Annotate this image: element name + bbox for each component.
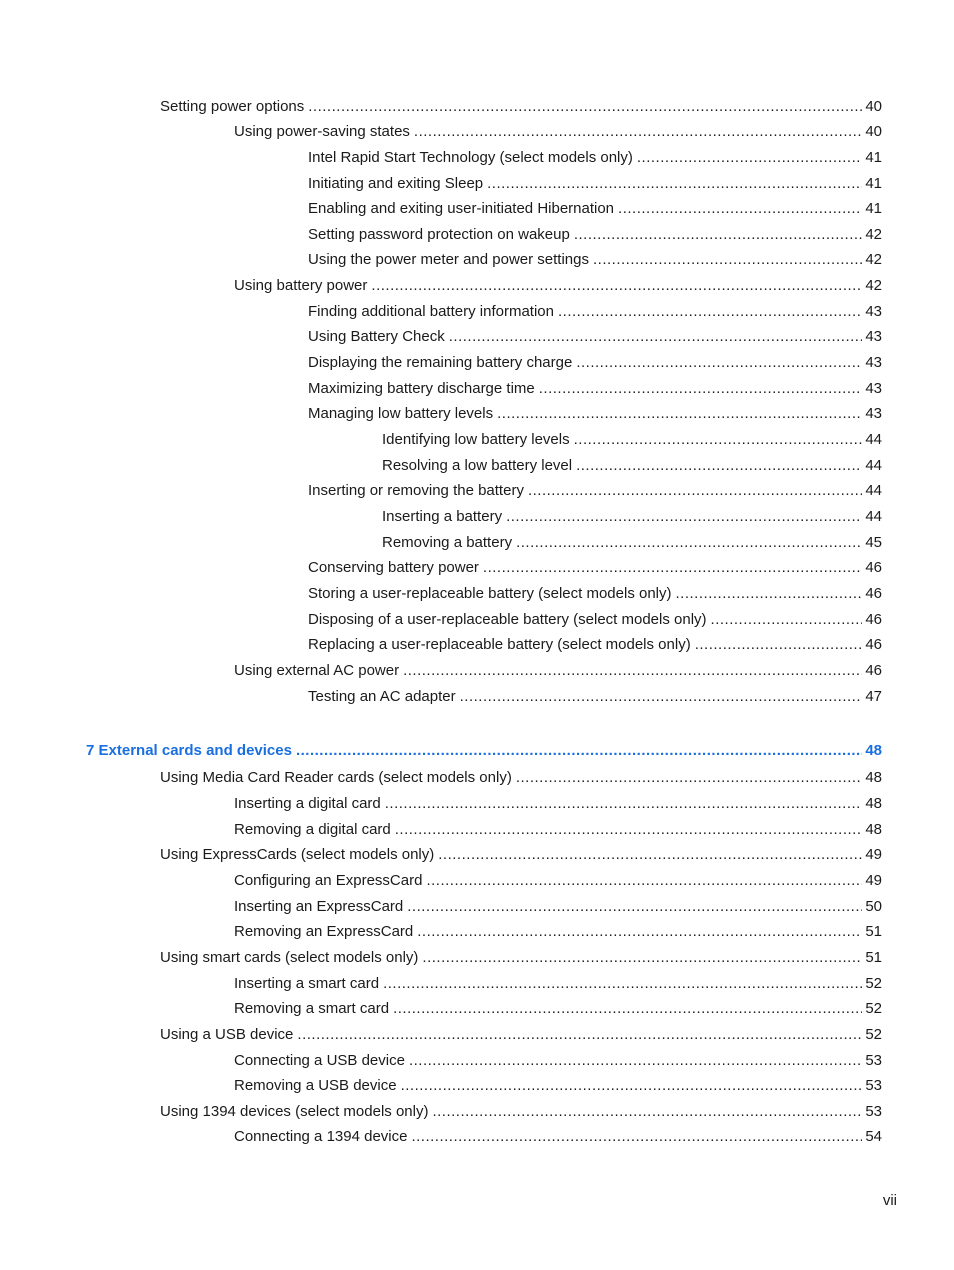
toc-entry-title: Conserving battery power xyxy=(308,559,479,576)
toc-dot-leader xyxy=(506,508,862,526)
toc-dot-leader xyxy=(593,251,862,269)
toc-entry-page: 45 xyxy=(865,534,882,551)
toc-entry-page: 48 xyxy=(865,821,882,838)
toc-entry-title: Inserting an ExpressCard xyxy=(234,898,404,915)
toc-dot-leader xyxy=(618,200,862,218)
toc-entry-title: Using smart cards (select models only) xyxy=(160,949,419,966)
toc-entry-title: Managing low battery levels xyxy=(308,405,494,422)
toc-entry-page: 41 xyxy=(865,175,882,192)
toc-entry[interactable] xyxy=(0,975,882,993)
toc-entry-page: 52 xyxy=(865,1000,882,1017)
toc-entry-title: Configuring an ExpressCard xyxy=(234,872,423,889)
toc-entry[interactable] xyxy=(0,636,882,654)
toc-entry-page: 43 xyxy=(865,328,882,345)
toc-entry[interactable] xyxy=(0,898,882,916)
toc-dot-leader xyxy=(296,742,862,760)
toc-entry-title: Identifying low battery levels xyxy=(382,431,570,448)
toc-chapter-entry[interactable] xyxy=(0,742,882,760)
toc-entry-title: Resolving a low battery level xyxy=(382,457,573,474)
toc-entry-page: 43 xyxy=(865,380,882,397)
toc-entry[interactable] xyxy=(0,688,882,706)
toc-dot-leader xyxy=(497,405,862,423)
toc-entry-title: Connecting a 1394 device xyxy=(234,1128,408,1145)
toc-entry[interactable] xyxy=(0,585,882,603)
toc-entry-title: Inserting a digital card xyxy=(234,795,381,812)
toc-entry[interactable] xyxy=(0,923,882,941)
toc-entry-page: 49 xyxy=(865,872,882,889)
toc-dot-leader xyxy=(539,380,863,398)
toc-entry-title: Setting password protection on wakeup xyxy=(308,226,570,243)
toc-entry[interactable] xyxy=(0,846,882,864)
toc-entry[interactable] xyxy=(0,457,882,475)
toc-dot-leader xyxy=(371,277,862,295)
toc-entry[interactable] xyxy=(0,277,882,295)
toc-entry-page: 44 xyxy=(865,457,882,474)
toc-entry-title: Setting power options xyxy=(160,98,305,115)
toc-dot-leader xyxy=(637,149,862,167)
toc-dot-leader xyxy=(414,123,862,141)
toc-entry-page: 52 xyxy=(865,1026,882,1043)
toc-dot-leader xyxy=(676,585,863,603)
toc-entry[interactable] xyxy=(0,611,882,629)
toc-dot-leader xyxy=(432,1103,862,1121)
toc-entry-title: Using ExpressCards (select models only) xyxy=(160,846,435,863)
toc-entry-page: 43 xyxy=(865,405,882,422)
toc-dot-leader xyxy=(487,175,862,193)
toc-entry-title: Inserting a smart card xyxy=(234,975,380,992)
toc-dot-leader xyxy=(393,1000,862,1018)
toc-entry[interactable] xyxy=(0,795,882,813)
toc-entry[interactable] xyxy=(0,949,882,967)
toc-entry[interactable] xyxy=(0,328,882,346)
toc-entry-page: 51 xyxy=(865,949,882,966)
toc-entry-title: Connecting a USB device xyxy=(234,1052,405,1069)
toc-dot-leader xyxy=(558,303,862,321)
toc-entry[interactable] xyxy=(0,149,882,167)
toc-entry-page: 41 xyxy=(865,149,882,166)
toc-entry-page: 42 xyxy=(865,277,882,294)
toc-entry-page: 44 xyxy=(865,482,882,499)
toc-entry[interactable] xyxy=(0,1000,882,1018)
toc-entry-title: Using Battery Check xyxy=(308,328,445,345)
toc-entry-page: 43 xyxy=(865,354,882,371)
toc-dot-leader xyxy=(422,949,862,967)
toc-entry-page: 52 xyxy=(865,975,882,992)
toc-dot-leader xyxy=(695,636,863,654)
toc-dot-leader xyxy=(297,1026,862,1044)
toc-entry-page: 48 xyxy=(865,795,882,812)
toc-entry-page: 53 xyxy=(865,1052,882,1069)
toc-entry[interactable] xyxy=(0,200,882,218)
toc-dot-leader xyxy=(516,769,863,787)
toc-entry-page: 43 xyxy=(865,303,882,320)
toc-entry[interactable] xyxy=(0,1026,882,1044)
toc-dot-leader xyxy=(308,98,862,116)
toc-entry-page: 40 xyxy=(865,98,882,115)
toc-entry-title: 7 External cards and devices xyxy=(86,742,292,759)
toc-dot-leader xyxy=(460,688,863,706)
toc-entry-title: Disposing of a user-replaceable battery (select models only) xyxy=(308,611,707,628)
toc-entry[interactable] xyxy=(0,123,882,141)
toc-dot-leader xyxy=(403,662,862,680)
toc-dot-leader xyxy=(483,559,862,577)
toc-dot-leader xyxy=(576,457,862,475)
toc-dot-leader xyxy=(576,354,862,372)
toc-entry[interactable] xyxy=(0,405,882,423)
toc-entry-page: 46 xyxy=(865,662,882,679)
toc-entry-title: Using battery power xyxy=(234,277,368,294)
toc-entry-title: Using external AC power xyxy=(234,662,400,679)
toc-dot-leader xyxy=(438,846,862,864)
toc-entry[interactable] xyxy=(0,559,882,577)
toc-entry[interactable] xyxy=(0,1077,882,1095)
toc-entry-title: Using Media Card Reader cards (select models only) xyxy=(160,769,512,786)
toc-dot-leader xyxy=(449,328,863,346)
toc-entry[interactable] xyxy=(0,98,882,116)
toc-dot-leader xyxy=(385,795,863,813)
toc-entry[interactable] xyxy=(0,226,882,244)
toc-dot-leader xyxy=(401,1077,863,1095)
toc-entry-page: 47 xyxy=(865,688,882,705)
toc-entry-title: Intel Rapid Start Technology (select models only) xyxy=(308,149,633,166)
toc-entry-title: Using the power meter and power settings xyxy=(308,251,589,268)
toc-entry-title: Removing a USB device xyxy=(234,1077,397,1094)
toc-dot-leader xyxy=(417,923,862,941)
toc-dot-leader xyxy=(516,534,862,552)
toc-entry-page: 42 xyxy=(865,226,882,243)
page-number: vii xyxy=(882,1192,897,1209)
toc-entry-page: 53 xyxy=(865,1103,882,1120)
toc-entry-page: 46 xyxy=(865,636,882,653)
toc-entry[interactable] xyxy=(0,431,882,449)
toc-dot-leader xyxy=(426,872,862,890)
toc-entry[interactable] xyxy=(0,380,882,398)
toc-entry-title: Enabling and exiting user-initiated Hibernation xyxy=(308,200,615,217)
toc-entry-page: 42 xyxy=(865,251,882,268)
toc-entry-title: Removing a battery xyxy=(382,534,513,551)
toc-entry-title: Finding additional battery information xyxy=(308,303,554,320)
toc-entry-title: Inserting a battery xyxy=(382,508,503,525)
toc-entry-page: 44 xyxy=(865,508,882,525)
toc-dot-leader xyxy=(409,1052,862,1070)
toc-dot-leader xyxy=(711,611,863,629)
toc-entry-title: Maximizing battery discharge time xyxy=(308,380,535,397)
toc-entry[interactable] xyxy=(0,769,882,787)
toc-entry-title: Removing a digital card xyxy=(234,821,391,838)
toc-entry[interactable] xyxy=(0,662,882,680)
toc-dot-leader xyxy=(528,482,862,500)
toc-entry-title: Removing an ExpressCard xyxy=(234,923,414,940)
toc-entry[interactable] xyxy=(0,508,882,526)
toc-entry[interactable] xyxy=(0,303,882,321)
toc-entry[interactable] xyxy=(0,1128,882,1146)
toc-entry[interactable] xyxy=(0,872,882,890)
toc-dot-leader xyxy=(574,431,863,449)
toc-entry[interactable] xyxy=(0,534,882,552)
toc-entry[interactable] xyxy=(0,1052,882,1070)
toc-entry[interactable] xyxy=(0,1103,882,1121)
toc-dot-leader xyxy=(383,975,862,993)
toc-entry-page: 49 xyxy=(865,846,882,863)
toc-entry[interactable] xyxy=(0,251,882,269)
toc-dot-leader xyxy=(407,898,862,916)
toc-entry[interactable] xyxy=(0,175,882,193)
toc-dot-leader xyxy=(395,821,863,839)
toc-entry-page: 48 xyxy=(865,769,882,786)
toc-entry-page: 50 xyxy=(865,898,882,915)
toc-entry-page: 46 xyxy=(865,585,882,602)
toc-entry-title: Inserting or removing the battery xyxy=(308,482,524,499)
toc-entry-title: Testing an AC adapter xyxy=(308,688,456,705)
toc-dot-leader xyxy=(574,226,862,244)
toc-entry-title: Initiating and exiting Sleep xyxy=(308,175,484,192)
toc-entry-page: 46 xyxy=(865,611,882,628)
toc-entry-title: Replacing a user-replaceable battery (select models only) xyxy=(308,636,691,653)
toc-entry[interactable] xyxy=(0,354,882,372)
toc-entry-page: 44 xyxy=(865,431,882,448)
toc-entry-page: 40 xyxy=(865,123,882,140)
toc-entry-page: 48 xyxy=(865,742,882,759)
toc-entry-title: Storing a user-replaceable battery (select models only) xyxy=(308,585,672,602)
toc-entry-title: Removing a smart card xyxy=(234,1000,390,1017)
toc-entry-page: 54 xyxy=(865,1128,882,1145)
toc-entry-page: 41 xyxy=(865,200,882,217)
toc-entry-title: Displaying the remaining battery charge xyxy=(308,354,573,371)
toc-dot-leader xyxy=(411,1128,862,1146)
toc-entry[interactable] xyxy=(0,821,882,839)
toc-entry-title: Using 1394 devices (select models only) xyxy=(160,1103,429,1120)
toc-entry[interactable] xyxy=(0,482,882,500)
toc-entry-page: 53 xyxy=(865,1077,882,1094)
toc-entry-title: Using power-saving states xyxy=(234,123,410,140)
toc-entry-title: Using a USB device xyxy=(160,1026,294,1043)
toc-entry-page: 51 xyxy=(865,923,882,940)
toc-entry-page: 46 xyxy=(865,559,882,576)
